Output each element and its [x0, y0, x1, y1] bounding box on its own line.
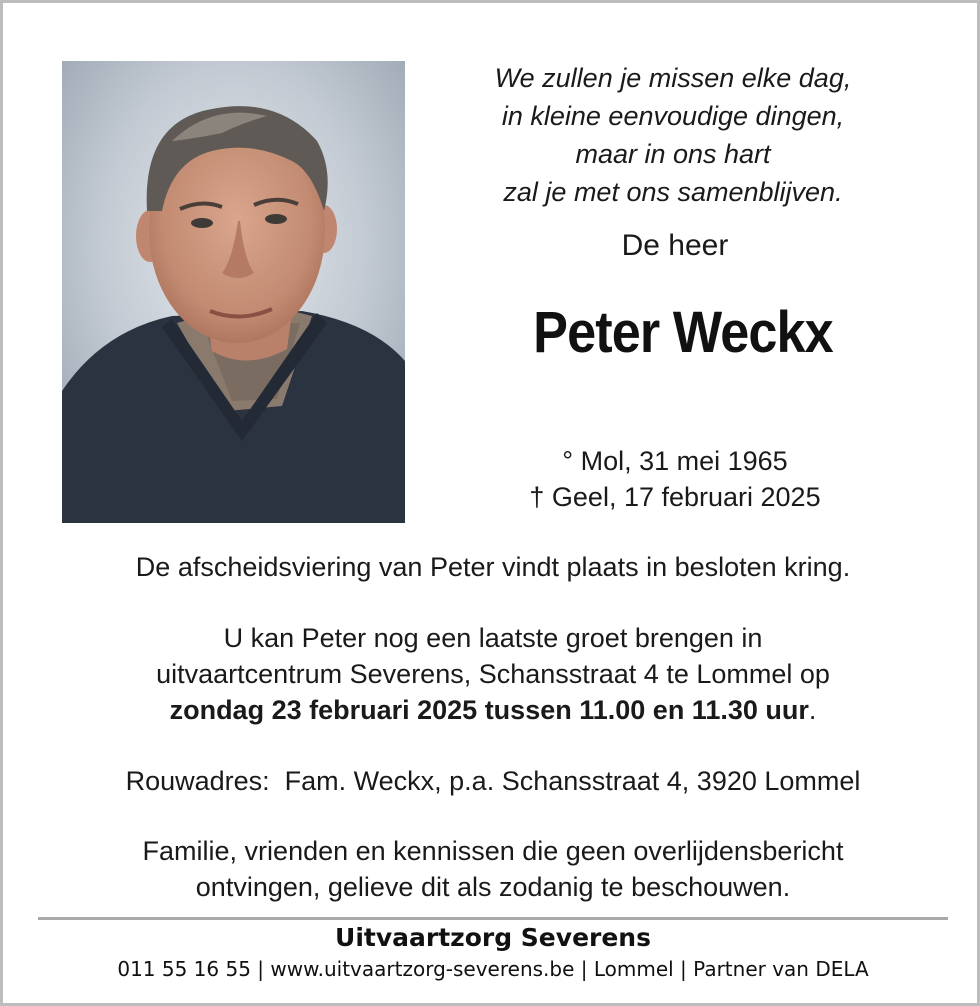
- life-dates: [433, 443, 917, 515]
- footer-divider: [38, 917, 948, 920]
- poem-line: in kleine eenvoudige dingen,: [501, 101, 845, 131]
- address-text: Rouwadres: Fam. Weckx, p.a. Schansstraat 4, 3920 Lommel: [125, 766, 861, 796]
- notice-line: ontvingen, gelieve dit als zodanig te beschouwen.: [195, 872, 791, 902]
- death-date: † Geel, 17 februari 2025: [529, 482, 821, 512]
- portrait-illustration: [62, 61, 405, 523]
- visitation-notice: [23, 620, 963, 728]
- visitation-line: [23, 692, 963, 728]
- birth-date: ° Mol, 31 mei 1965: [562, 446, 788, 476]
- visitation-line: uitvaartcentrum Severens, Schansstraat 4 te Lommel op: [156, 659, 830, 689]
- visitation-line: U kan Peter nog een laatste groet brengen in: [223, 623, 763, 653]
- ceremony-text: De afscheidsviering van Peter vindt plaats in besloten kring.: [135, 552, 851, 582]
- poem-line: maar in ons hart: [575, 139, 771, 169]
- poem-line: zal je met ons samenblijven.: [503, 177, 843, 207]
- family-notice: [23, 833, 963, 905]
- honorific: De heer: [621, 229, 729, 262]
- visitation-datetime: zondag 23 februari 2025 tussen 11.00 en 11.30 uur: [169, 695, 809, 725]
- ceremony-notice: [23, 549, 963, 585]
- deceased-name: Peter Weckx: [533, 300, 833, 365]
- notice-line: Familie, vrienden en kennissen die geen overlijdensbericht: [142, 836, 844, 866]
- funeral-home-name: Uitvaartzorg Severens: [335, 923, 651, 952]
- mourning-address: [23, 763, 963, 799]
- poem-line: We zullen je missen elke dag,: [494, 63, 852, 93]
- memorial-poem: [433, 59, 913, 211]
- visitation-period: .: [808, 695, 817, 725]
- portrait-photo: [62, 61, 405, 523]
- funeral-home-contact: 011 55 16 55 | www.uitvaartzorg-severens.be | Lommel | Partner van DELA: [117, 957, 869, 981]
